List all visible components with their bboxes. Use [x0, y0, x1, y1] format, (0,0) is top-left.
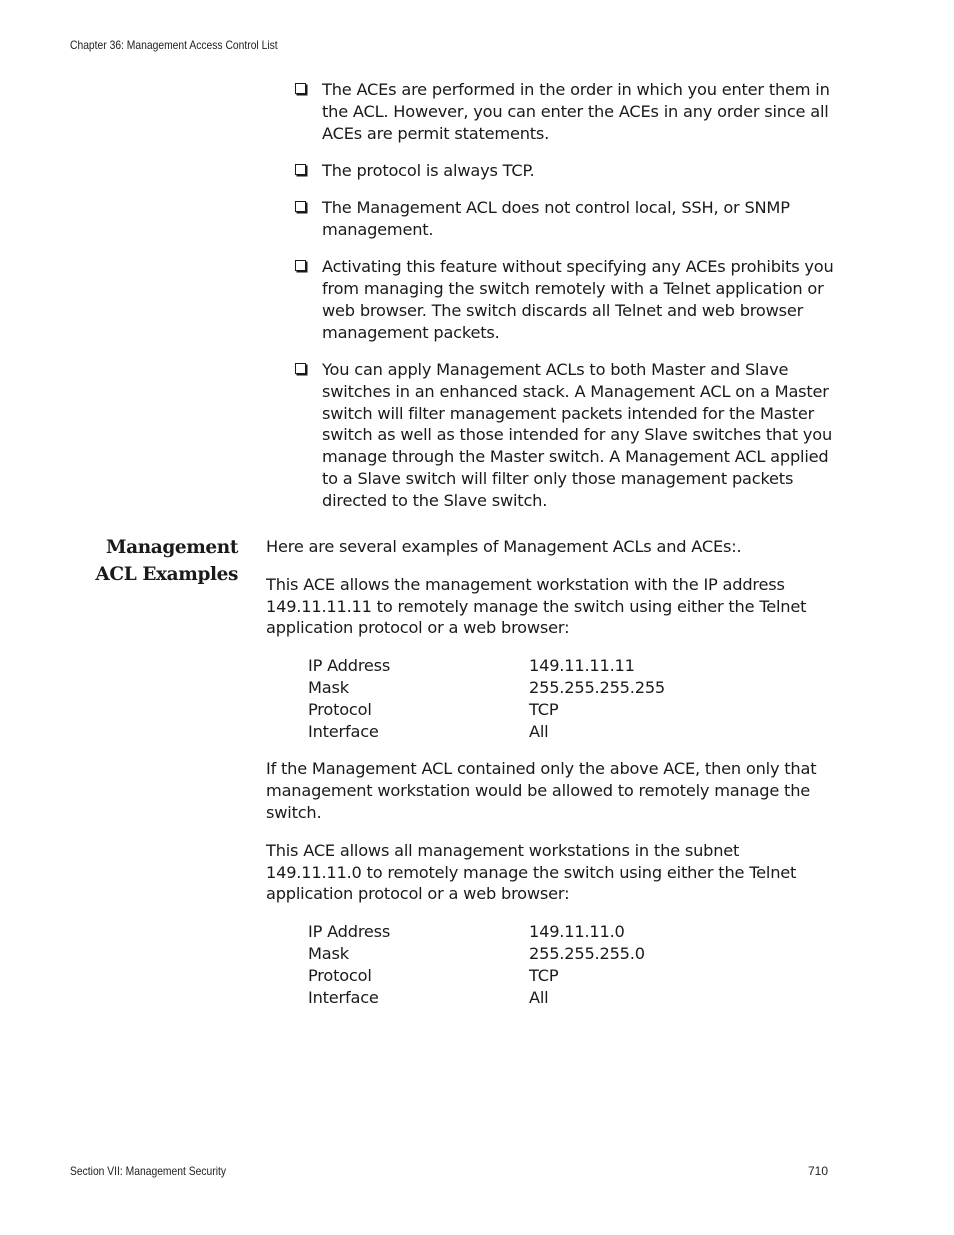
- table-row: [308, 965, 645, 987]
- example1-note-paragraph: If the Management ACL contained only the above ACE, then only that management workstation would be allowed to remotely manage the switch.: [266, 759, 817, 822]
- checkbox-bullet-icon: [295, 363, 306, 374]
- bullet-item: [294, 160, 834, 182]
- table-row: [308, 943, 645, 965]
- section-heading-line1: Management: [106, 537, 238, 558]
- ace-label: Interface: [308, 721, 379, 741]
- checkbox-bullet-icon: [295, 260, 306, 271]
- bullet-text: The protocol is always TCP.: [322, 160, 535, 180]
- ace-label: Protocol: [308, 699, 372, 719]
- ace-label: IP Address: [308, 922, 391, 942]
- ace-label: Mask: [308, 677, 349, 697]
- bullet-text: The Management ACL does not control local, SSH, or SNMP management.: [322, 198, 790, 239]
- checkbox-bullet-icon: [295, 164, 306, 175]
- ace-label: Interface: [308, 987, 379, 1007]
- running-footer: Section VII: Management Security: [70, 1164, 227, 1178]
- table-row: [308, 987, 645, 1009]
- bullet-item: [294, 256, 834, 343]
- ace-label: Mask: [308, 943, 349, 963]
- ace-label: Protocol: [308, 965, 372, 985]
- running-header: Chapter 36: Management Access Control List: [70, 38, 278, 52]
- ace-value: 255.255.255.255: [529, 677, 666, 697]
- checkbox-bullet-icon: [295, 201, 306, 212]
- example1-ace-table: [308, 655, 665, 742]
- section-body: [266, 536, 836, 1024]
- bullet-text: The ACEs are performed in the order in which you enter them in the ACL. However, you can enter the ACEs in any order since all ACEs are permit statements.: [322, 80, 830, 143]
- checkbox-bullet-icon: [295, 83, 306, 94]
- ace-value: TCP: [529, 699, 559, 719]
- example2-paragraph: This ACE allows all management workstations in the subnet 149.11.11.0 to remotely manage the switch using either the Telnet application protocol or a web browser:: [266, 840, 797, 904]
- bullet-list: [294, 79, 834, 527]
- example2-ace-table: [308, 921, 645, 1008]
- table-row: [308, 921, 645, 943]
- ace-label: IP Address: [308, 656, 391, 676]
- table-row: [308, 655, 665, 677]
- page-number: 710: [807, 1164, 828, 1178]
- bullet-item: [294, 197, 834, 241]
- bullet-item: [294, 359, 834, 512]
- ace-value: All: [529, 987, 549, 1007]
- bullet-text: Activating this feature without specifying any ACEs prohibits you from managing the switch remotely with a Telnet application or web browser. The switch discards all Telnet and web browser management packets.: [322, 257, 834, 342]
- intro-paragraph: Here are several examples of Management ACLs and ACEs:.: [266, 537, 742, 556]
- ace-value: 255.255.255.0: [529, 943, 645, 963]
- table-row: [308, 677, 665, 699]
- table-row: [308, 721, 665, 743]
- bullet-item: [294, 79, 834, 144]
- ace-value: All: [529, 721, 549, 741]
- ace-value: 149.11.11.0: [529, 922, 625, 942]
- example1-paragraph: This ACE allows the management workstation with the IP address 149.11.11.11 to remotely manage the switch using either the Telnet application protocol or a web browser:: [266, 574, 807, 638]
- table-row: [308, 699, 665, 721]
- bullet-text: You can apply Management ACLs to both Master and Slave switches in an enhanced stack. A Management ACL on a Master switch will filter management packets intended for the Master switch as well as those intended for any Slave switches that you manage through the Master switch. A Management ACL applied to a Slave switch will filter only those management packets directed to the Slave switch.: [322, 359, 833, 510]
- section-heading-line2: ACL Examples: [95, 564, 238, 585]
- section-heading: [95, 534, 238, 588]
- ace-value: TCP: [529, 965, 559, 985]
- ace-value: 149.11.11.11: [529, 656, 635, 676]
